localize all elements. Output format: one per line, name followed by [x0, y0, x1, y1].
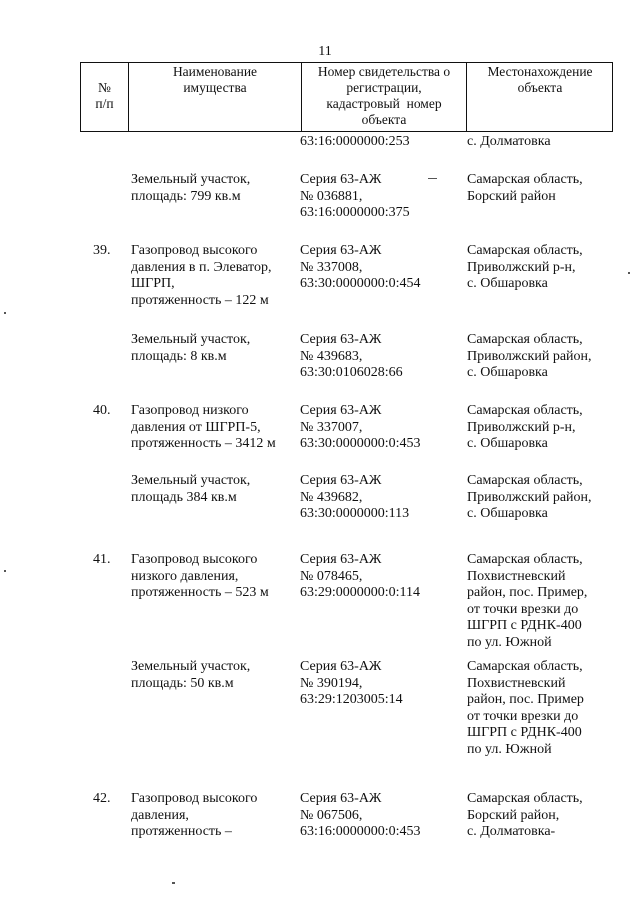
- row-number: 41.: [93, 552, 111, 567]
- row-name: Земельный участок, площадь: 8 кв.м: [131, 332, 251, 364]
- header-location: Местонахождение объекта: [487, 64, 593, 95]
- row-registration: Серия 63-АЖ № 439683, 63:30:0106028:66: [300, 332, 403, 380]
- row-location: Самарская область, Приволжский район, с. Обшаровка: [467, 332, 592, 380]
- page-number: 11: [318, 44, 332, 59]
- row-name: Земельный участок, площадь: 50 кв.м: [131, 659, 251, 691]
- row-name: Газопровод высокого низкого давления, протяженность – 523 м: [131, 552, 269, 600]
- scan-mark: [172, 882, 175, 884]
- row-name: Земельный участок, площадь: 799 кв.м: [131, 172, 251, 204]
- row-location: Самарская область, Приволжский район, с. Обшаровка: [467, 473, 592, 521]
- header-number: № п/п: [95, 80, 114, 111]
- scan-mark: [4, 312, 6, 314]
- row-location: Самарская область, Борский район, с. Долматовка-: [467, 791, 583, 839]
- row-registration: Серия 63-АЖ № 337007, 63:30:0000000:0:453: [300, 403, 421, 451]
- row-registration: Серия 63-АЖ № 390194, 63:29:1203005:14: [300, 659, 403, 707]
- row-location: Самарская область, Похвистневский район, пос. Пример от точки врезки до ШГРП с РДНК-400 по ул. Южной: [467, 659, 584, 757]
- row-registration: Серия 63-АЖ № 337008, 63:30:0000000:0:454: [300, 243, 421, 291]
- table-header: [80, 62, 613, 132]
- row-registration: Серия 63-АЖ № 078465, 63:29:0000000:0:114: [300, 552, 421, 600]
- row-name: Газопровод низкого давления от ШГРП-5, протяженность – 3412 м: [131, 403, 276, 451]
- row-name: Земельный участок, площадь 384 кв.м: [131, 473, 251, 505]
- continuation-location: с. Долматовка: [467, 134, 551, 149]
- continuation-registration: 63:16:0000000:253: [300, 134, 410, 149]
- row-registration: Серия 63-АЖ № 036881, 63:16:0000000:375: [300, 172, 410, 220]
- row-name: Газопровод высокого давления, протяженность –: [131, 791, 258, 839]
- row-number: 42.: [93, 791, 111, 806]
- row-location: Самарская область, Борский район: [467, 172, 583, 204]
- header-registration: Номер свидетельства о регистрации, кадастровый номер объекта: [317, 64, 451, 127]
- header-name: Наименование имущества: [172, 64, 258, 95]
- row-location: Самарская область, Приволжский р-н, с. Обшаровка: [467, 403, 583, 451]
- row-number: 40.: [93, 403, 111, 418]
- row-name: Газопровод высокого давления в п. Элеватор, ШГРП, протяженность – 122 м: [131, 243, 272, 308]
- row-registration: Серия 63-АЖ № 067506, 63:16:0000000:0:453: [300, 791, 421, 839]
- row-location: Самарская область, Приволжский р-н, с. Обшаровка: [467, 243, 583, 291]
- scan-mark: [428, 178, 437, 179]
- row-registration: Серия 63-АЖ № 439682, 63:30:0000000:113: [300, 473, 410, 521]
- scan-mark: [4, 570, 6, 572]
- row-number: 39.: [93, 243, 111, 258]
- row-location: Самарская область, Похвистневский район, пос. Пример, от точки врезки до ШГРП с РДНК-400 по ул. Южной: [467, 552, 588, 650]
- scan-mark: [628, 272, 630, 274]
